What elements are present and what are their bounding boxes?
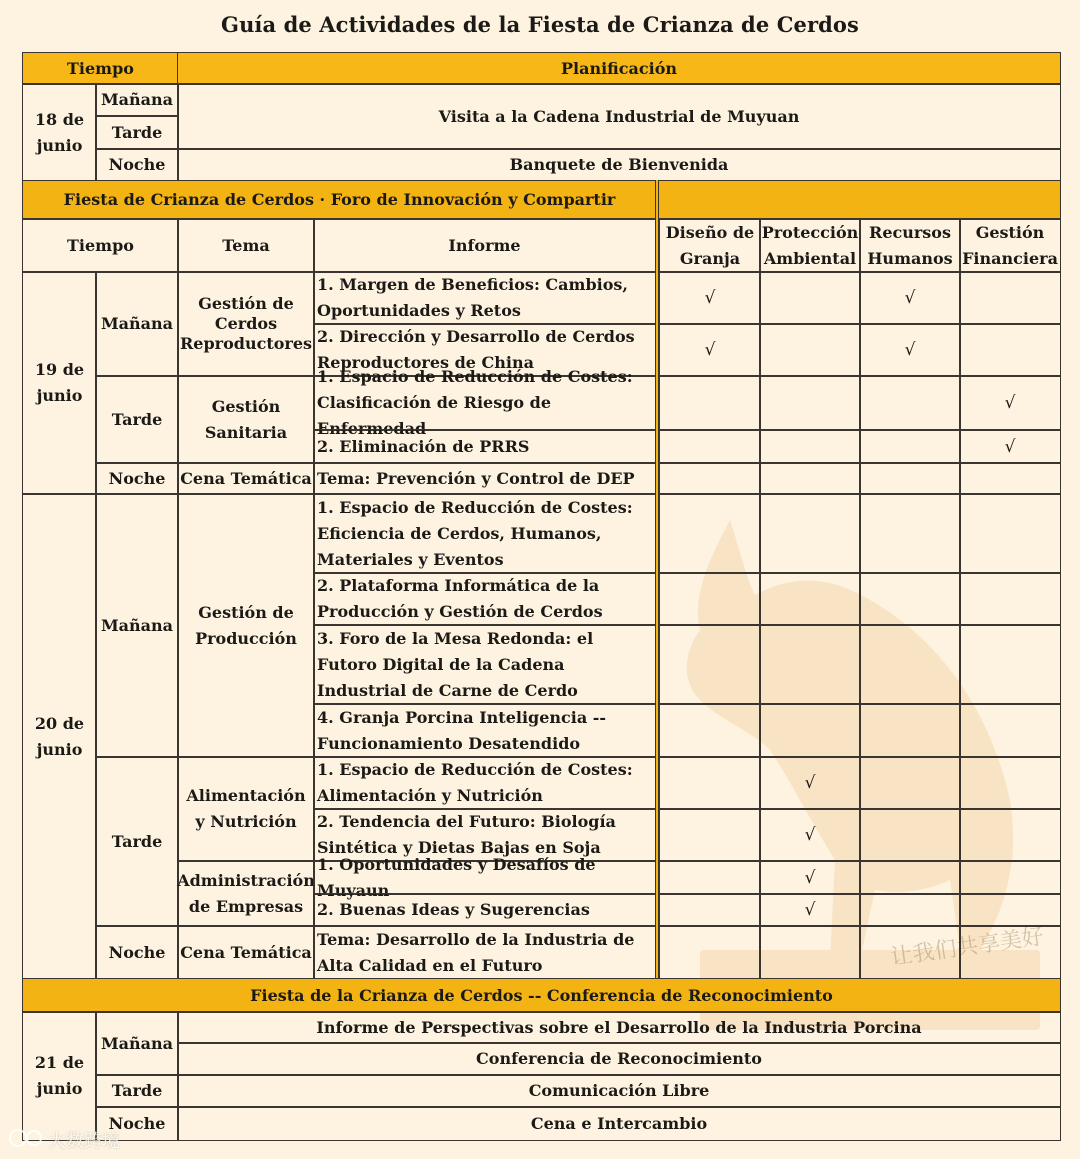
empty-cell	[759, 462, 861, 495]
empty-cell	[659, 429, 761, 464]
empty-cell	[959, 703, 1061, 758]
empty-cell	[959, 624, 1061, 705]
d19-tema-cena: Cena Temática	[177, 462, 315, 495]
empty-cell	[959, 493, 1061, 574]
d19-noche: Noche	[95, 462, 179, 495]
empty-cell	[859, 624, 961, 705]
d20-tema-cena: Cena Temática	[177, 925, 315, 980]
empty-cell	[659, 462, 761, 495]
empty-cell	[859, 893, 961, 927]
d20-informe-2: 2. Plataforma Informática de la Producción y Gestión de Cerdos	[313, 572, 656, 626]
empty-cell	[959, 860, 1061, 895]
d20-informe-8: 2. Buenas Ideas y Sugerencias	[313, 893, 656, 927]
check-cell: √	[759, 893, 861, 927]
empty-cell	[759, 271, 861, 325]
d20-manana: Mañana	[95, 493, 179, 758]
empty-cell	[659, 493, 761, 574]
empty-cell	[759, 493, 861, 574]
d18-noche: Noche	[95, 148, 179, 182]
d21-tarde: Tarde	[95, 1074, 179, 1108]
d19-informe-1: 1. Margen de Beneficios: Cambios, Oportunidades y Retos	[313, 271, 656, 325]
empty-cell	[859, 493, 961, 574]
check-cell: √	[759, 756, 861, 810]
d20-informe-5: 1. Espacio de Reducción de Costes: Alimentación y Nutrición	[313, 756, 656, 810]
d19-informe-3: 1. Espacio de Reducción de Costes: Clasificación de Riesgo de Enfermedad	[313, 375, 656, 431]
empty-cell	[659, 703, 761, 758]
check-cell: √	[759, 808, 861, 862]
check-cell: √	[759, 860, 861, 895]
d20-tema-alimentacion: Alimentación y Nutrición	[177, 756, 315, 862]
empty-cell	[759, 572, 861, 626]
empty-cell	[959, 756, 1061, 810]
col-diseno: Diseño de Granja	[659, 218, 761, 273]
col-tema: Tema	[177, 218, 315, 273]
d18-visita: Visita a la Cadena Industrial de Muyuan	[177, 83, 1061, 150]
empty-cell	[859, 572, 961, 626]
d21-conferencia: Conferencia de Reconocimiento	[177, 1042, 1061, 1076]
date-18: 18 de junio	[22, 83, 97, 182]
d20-informe-1: 1. Espacio de Reducción de Costes: Eficiencia de Cerdos, Humanos, Materiales y Eventos	[313, 493, 656, 574]
empty-cell	[659, 893, 761, 927]
check-cell: √	[959, 429, 1061, 464]
d19-informe-5: Tema: Prevención y Control de DEP	[313, 462, 656, 495]
check-cell: √	[659, 271, 761, 325]
date-21: 21 de junio	[22, 1011, 97, 1141]
d20-informe-7: 1. Oportunidades y Desafíos de Muyaun	[313, 860, 656, 895]
empty-cell	[959, 572, 1061, 626]
forum-band: Fiesta de Crianza de Cerdos · Foro de Innovación y Compartir	[22, 180, 657, 220]
empty-cell	[659, 756, 761, 810]
d18-banquete: Banquete de Bienvenida	[177, 148, 1061, 182]
d19-informe-4: 2. Eliminación de PRRS	[313, 429, 656, 464]
col-gestion: Gestión Financiera	[959, 218, 1061, 273]
page-title: Guía de Actividades de la Fiesta de Crianza de Cerdos	[221, 12, 859, 37]
empty-cell	[859, 429, 961, 464]
source-logo-watermark: 大数跨境	[48, 1131, 120, 1152]
d20-tarde: Tarde	[95, 756, 179, 927]
d19-informe-2: 2. Dirección y Desarrollo de Cerdos Reproductores de China	[313, 323, 656, 377]
empty-cell	[759, 429, 861, 464]
forum-band-right	[658, 180, 1061, 220]
empty-cell	[959, 893, 1061, 927]
empty-cell	[859, 703, 961, 758]
header-planificacion: Planificación	[177, 52, 1061, 85]
empty-cell	[659, 808, 761, 862]
empty-cell	[859, 925, 961, 980]
header-tiempo: Tiempo	[22, 52, 179, 85]
d21-cena: Cena e Intercambio	[177, 1106, 1061, 1141]
empty-cell	[859, 462, 961, 495]
d20-tema-admin: Administración de Empresas	[177, 860, 315, 927]
seal-watermark: 让我们共享美好	[889, 924, 1046, 971]
chat-bubble-icon	[8, 1128, 46, 1148]
empty-cell	[759, 925, 861, 980]
empty-cell	[959, 271, 1061, 325]
date-20: 20 de junio	[22, 493, 97, 980]
check-cell: √	[859, 271, 961, 325]
empty-cell	[859, 375, 961, 431]
empty-cell	[659, 860, 761, 895]
col-recursos: Recursos Humanos	[859, 218, 961, 273]
empty-cell	[859, 860, 961, 895]
d21-informe: Informe de Perspectivas sobre el Desarrollo de la Industria Porcina	[177, 1011, 1061, 1044]
empty-cell	[859, 756, 961, 810]
empty-cell	[959, 323, 1061, 377]
col-tiempo: Tiempo	[22, 218, 179, 273]
check-cell: √	[859, 323, 961, 377]
d19-tarde: Tarde	[95, 375, 179, 464]
d20-tema-produccion: Gestión de Producción	[177, 493, 315, 758]
d20-informe-3: 3. Foro de la Mesa Redonda: el Futoro Digital de la Cadena Industrial de Carne de Cerdo	[313, 624, 656, 705]
empty-cell	[759, 375, 861, 431]
d19-tema-sanitaria: Gestión Sanitaria	[177, 375, 315, 464]
empty-cell	[959, 808, 1061, 862]
empty-cell	[759, 703, 861, 758]
d20-informe-6: 2. Tendencia del Futuro: Biología Sintética y Dietas Bajas en Soja	[313, 808, 656, 862]
check-cell: √	[659, 323, 761, 377]
col-informe: Informe	[313, 218, 656, 273]
empty-cell	[659, 624, 761, 705]
d21-manana: Mañana	[95, 1011, 179, 1076]
empty-cell	[659, 572, 761, 626]
d19-manana: Mañana	[95, 271, 179, 377]
empty-cell	[959, 925, 1061, 980]
empty-cell	[659, 925, 761, 980]
d19-tema-reproductores: Gestión de Cerdos Reproductores	[177, 271, 315, 377]
check-cell: √	[959, 375, 1061, 431]
empty-cell	[859, 808, 961, 862]
empty-cell	[759, 323, 861, 377]
date-19: 19 de junio	[22, 271, 97, 495]
d21-comunicacion: Comunicación Libre	[177, 1074, 1061, 1108]
empty-cell	[959, 462, 1061, 495]
d20-informe-4: 4. Granja Porcina Inteligencia -- Funcionamiento Desatendido	[313, 703, 656, 758]
empty-cell	[659, 375, 761, 431]
d20-noche: Noche	[95, 925, 179, 980]
d18-manana: Mañana	[95, 83, 179, 117]
empty-cell	[759, 624, 861, 705]
d21-noche: Noche	[95, 1106, 179, 1141]
d18-tarde: Tarde	[95, 115, 179, 150]
conference-band: Fiesta de la Crianza de Cerdos -- Conferencia de Reconocimiento	[22, 978, 1061, 1013]
d20-informe-9: Tema: Desarrollo de la Industria de Alta Calidad en el Futuro	[313, 925, 656, 980]
col-proteccion: Protección Ambiental	[759, 218, 861, 273]
